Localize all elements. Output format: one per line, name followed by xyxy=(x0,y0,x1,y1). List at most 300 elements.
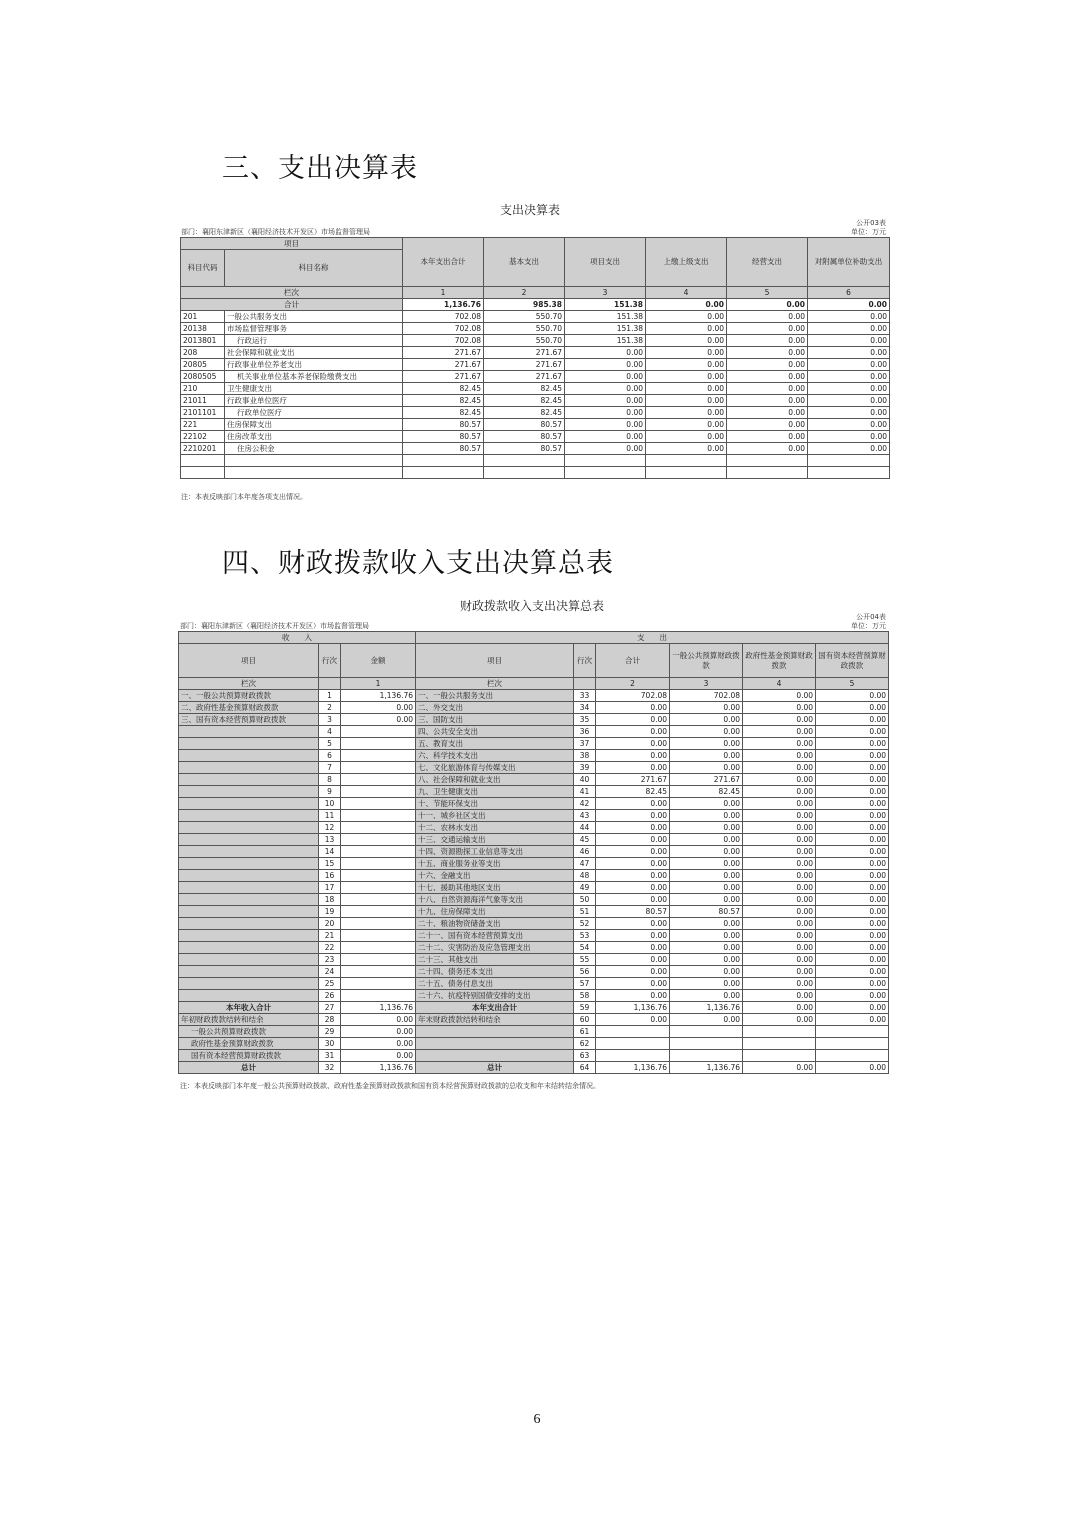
row-no: 43 xyxy=(574,810,596,822)
table-row xyxy=(179,786,889,798)
expense-table-body xyxy=(181,311,890,455)
income-item xyxy=(179,762,319,774)
row-no: 38 xyxy=(574,750,596,762)
grand-income: 1,136.76 xyxy=(341,1062,416,1074)
cell: 0.00 xyxy=(596,858,670,870)
cell: 702.08 xyxy=(403,323,484,335)
fiscal-sub-rows xyxy=(179,1026,889,1062)
cell: 0.00 xyxy=(808,395,890,407)
cell: 702.08 xyxy=(670,690,743,702)
row-no: 15 xyxy=(319,858,341,870)
cell: 0.00 xyxy=(646,407,727,419)
header-expense: 支 出 xyxy=(416,632,889,644)
cell: 0.00 xyxy=(743,1014,816,1026)
cell: 0.00 xyxy=(670,702,743,714)
cell: 151.38 xyxy=(565,311,646,323)
row-no: 16 xyxy=(319,870,341,882)
row-no: 57 xyxy=(574,978,596,990)
cell: 0.00 xyxy=(808,323,890,335)
row-no: 48 xyxy=(574,870,596,882)
table-row xyxy=(181,311,890,323)
income-amount xyxy=(341,894,416,906)
income-amount xyxy=(341,834,416,846)
income-amount xyxy=(341,726,416,738)
table-row xyxy=(179,954,889,966)
col-num: 5 xyxy=(816,678,889,690)
cell: 0.00 xyxy=(596,798,670,810)
income-item xyxy=(179,918,319,930)
cell: 80.57 xyxy=(670,906,743,918)
row-no: 4 xyxy=(319,726,341,738)
row-no: 32 xyxy=(319,1062,341,1074)
table-row xyxy=(181,335,890,347)
row-no: 7 xyxy=(319,762,341,774)
subject-code: 20138 xyxy=(181,323,225,335)
income-amount: 0.00 xyxy=(341,1050,416,1062)
expense-table-note: 注：本表反映部门本年度各项支出情况。 xyxy=(181,493,307,501)
cell: 0.00 xyxy=(816,978,889,990)
subject-code: 20805 xyxy=(181,359,225,371)
cell: 0.00 xyxy=(646,371,727,383)
row-no: 10 xyxy=(319,798,341,810)
cell: 0.00 xyxy=(596,810,670,822)
row-no: 27 xyxy=(319,1002,341,1014)
table-row xyxy=(181,383,890,395)
income-amount xyxy=(341,930,416,942)
income-amount xyxy=(341,810,416,822)
income-item xyxy=(179,870,319,882)
table-row xyxy=(179,894,889,906)
cell: 82.45 xyxy=(670,786,743,798)
cell: 0.00 xyxy=(743,918,816,930)
table-row xyxy=(179,990,889,1002)
fiscal-table-body xyxy=(179,690,889,1002)
row-no: 29 xyxy=(319,1026,341,1038)
cell: 271.67 xyxy=(403,359,484,371)
header-project: 项目支出 xyxy=(565,238,646,287)
cell: 0.00 xyxy=(727,335,808,347)
cell: 0.00 xyxy=(565,419,646,431)
cell: 0.00 xyxy=(816,774,889,786)
col-num: 2 xyxy=(596,678,670,690)
table-row xyxy=(181,443,890,455)
row-no: 52 xyxy=(574,918,596,930)
cell: 0.00 xyxy=(816,894,889,906)
table-row xyxy=(181,419,890,431)
cell: 0.00 xyxy=(743,882,816,894)
cell: 0.00 xyxy=(816,1002,889,1014)
row-no: 63 xyxy=(574,1050,596,1062)
expense-table-title: 支出决算表 xyxy=(500,203,561,217)
cell: 0.00 xyxy=(565,407,646,419)
row-no: 35 xyxy=(574,714,596,726)
income-amount xyxy=(341,750,416,762)
table-row xyxy=(179,714,889,726)
income-item xyxy=(179,750,319,762)
expense-item: 十八、自然资源海洋气象等支出 xyxy=(416,894,574,906)
income-amount: 0.00 xyxy=(341,714,416,726)
row-no: 33 xyxy=(574,690,596,702)
row-no: 21 xyxy=(319,930,341,942)
cell: 0.00 xyxy=(596,762,670,774)
table-row xyxy=(179,966,889,978)
income-amount xyxy=(341,906,416,918)
row-no: 6 xyxy=(319,750,341,762)
row-no: 51 xyxy=(574,906,596,918)
expense-item: 十一、城乡社区支出 xyxy=(416,810,574,822)
row-no: 64 xyxy=(574,1062,596,1074)
col-num: 6 xyxy=(808,287,890,299)
cell: 80.57 xyxy=(484,431,565,443)
cell: 0.00 xyxy=(727,431,808,443)
row-no: 36 xyxy=(574,726,596,738)
cell: 0.00 xyxy=(727,371,808,383)
cell: 0.00 xyxy=(646,335,727,347)
row-no: 17 xyxy=(319,882,341,894)
income-item xyxy=(179,894,319,906)
cell: 0.00 xyxy=(743,990,816,1002)
cell: 0.00 xyxy=(816,882,889,894)
header-lanci: 栏次 xyxy=(179,678,319,690)
cell: 0.00 xyxy=(646,299,727,311)
income-amount xyxy=(341,762,416,774)
cell: 0.00 xyxy=(565,359,646,371)
cell: 0.00 xyxy=(646,383,727,395)
cell: 0.00 xyxy=(743,762,816,774)
fiscal-table-note: 注：本表反映部门本年度一般公共预算财政拨款、政府性基金预算财政拨款和国有资本经营预算财政拨款的总收支和年末结转结余情况。 xyxy=(180,1082,600,1090)
table-row xyxy=(179,1050,889,1062)
cell: 0.00 xyxy=(816,906,889,918)
expense-item: 十四、资源勘探工业信息等支出 xyxy=(416,846,574,858)
income-amount xyxy=(341,774,416,786)
cell: 80.57 xyxy=(403,419,484,431)
cell: 0.00 xyxy=(743,1062,816,1074)
cell: 0.00 xyxy=(743,978,816,990)
row-no: 37 xyxy=(574,738,596,750)
cell: 80.57 xyxy=(403,443,484,455)
expense-item: 八、社会保障和就业支出 xyxy=(416,774,574,786)
grand-total-label: 总计 xyxy=(179,1062,319,1074)
cell: 702.08 xyxy=(403,335,484,347)
row-no: 59 xyxy=(574,1002,596,1014)
fiscal-table-title: 财政拨款收入支出决算总表 xyxy=(460,599,605,613)
cell: 0.00 xyxy=(596,1014,670,1026)
row-no: 28 xyxy=(319,1014,341,1026)
income-item xyxy=(179,978,319,990)
income-item xyxy=(179,954,319,966)
col-num: 3 xyxy=(565,287,646,299)
cell: 0.00 xyxy=(808,299,890,311)
header-subsidy: 对附属单位补助支出 xyxy=(808,238,890,287)
cell: 0.00 xyxy=(727,419,808,431)
row-no: 3 xyxy=(319,714,341,726)
cell: 0.00 xyxy=(646,443,727,455)
cell: 0.00 xyxy=(670,726,743,738)
unit-label: 单位：万元 xyxy=(851,622,886,630)
row-no: 14 xyxy=(319,846,341,858)
table-row xyxy=(181,347,890,359)
cell: 0.00 xyxy=(670,822,743,834)
cell: 0.00 xyxy=(727,383,808,395)
income-item: 三、国有资本经营预算财政拨款 xyxy=(179,714,319,726)
cell: 0.00 xyxy=(816,954,889,966)
cell: 0.00 xyxy=(727,443,808,455)
cell: 0.00 xyxy=(670,810,743,822)
cell: 82.45 xyxy=(484,407,565,419)
cell: 0.00 xyxy=(596,714,670,726)
cell: 0.00 xyxy=(670,870,743,882)
income-item xyxy=(179,774,319,786)
subject-name: 一般公共服务支出 xyxy=(225,311,403,323)
cell: 0.00 xyxy=(816,786,889,798)
income-amount xyxy=(341,738,416,750)
expense-item: 十五、商业服务业等支出 xyxy=(416,858,574,870)
cell: 0.00 xyxy=(816,714,889,726)
cell: 0.00 xyxy=(596,990,670,1002)
subject-name: 行政事业单位养老支出 xyxy=(225,359,403,371)
table-row xyxy=(181,359,890,371)
cell: 0.00 xyxy=(816,942,889,954)
total-label: 合计 xyxy=(181,299,403,311)
expense-item: 十六、金融支出 xyxy=(416,870,574,882)
cell: 0.00 xyxy=(743,894,816,906)
col-num: 3 xyxy=(670,678,743,690)
cell: 0.00 xyxy=(743,966,816,978)
row-no: 49 xyxy=(574,882,596,894)
cell: 0.00 xyxy=(743,702,816,714)
row-no: 5 xyxy=(319,738,341,750)
cell: 0.00 xyxy=(816,738,889,750)
cell: 0.00 xyxy=(816,726,889,738)
income-item xyxy=(179,858,319,870)
cell: 0.00 xyxy=(596,954,670,966)
cell: 0.00 xyxy=(743,822,816,834)
row-no: 45 xyxy=(574,834,596,846)
col-num: 5 xyxy=(727,287,808,299)
begin-label: 年初财政拨款结转和结余 xyxy=(179,1014,319,1026)
table-row xyxy=(181,395,890,407)
cell: 80.57 xyxy=(484,443,565,455)
income-item: 一、一般公共预算财政拨款 xyxy=(179,690,319,702)
cell: 0.00 xyxy=(743,798,816,810)
cell: 271.67 xyxy=(403,371,484,383)
expense-item: 二十五、债务付息支出 xyxy=(416,978,574,990)
table-row xyxy=(179,810,889,822)
cell: 0.00 xyxy=(727,359,808,371)
cell: 0.00 xyxy=(596,918,670,930)
row-no: 34 xyxy=(574,702,596,714)
header-general: 一般公共预算财政拨款 xyxy=(670,644,743,678)
cell: 80.57 xyxy=(403,431,484,443)
cell: 0.00 xyxy=(565,443,646,455)
cell: 0.00 xyxy=(670,990,743,1002)
cell: 0.00 xyxy=(670,846,743,858)
row-no: 40 xyxy=(574,774,596,786)
cell: 0.00 xyxy=(743,954,816,966)
cell: 0.00 xyxy=(743,786,816,798)
income-amount xyxy=(341,822,416,834)
subject-code: 210 xyxy=(181,383,225,395)
header-row: 行次 xyxy=(574,644,596,678)
cell: 0.00 xyxy=(596,930,670,942)
table-row xyxy=(179,942,889,954)
expense-item: 十七、援助其他地区支出 xyxy=(416,882,574,894)
income-item xyxy=(179,822,319,834)
cell: 0.00 xyxy=(646,359,727,371)
cell: 1,136.76 xyxy=(596,1062,670,1074)
row-no: 39 xyxy=(574,762,596,774)
carryover-row xyxy=(179,1014,889,1026)
subject-name: 行政运行 xyxy=(225,335,403,347)
form-number: 公开03表 xyxy=(856,219,886,227)
header-remit: 上缴上级支出 xyxy=(646,238,727,287)
table-row xyxy=(179,882,889,894)
income-item xyxy=(179,966,319,978)
cell: 0.00 xyxy=(816,1014,889,1026)
income-item xyxy=(179,882,319,894)
cell: 0.00 xyxy=(808,431,890,443)
expense-table xyxy=(180,237,890,479)
expense-item: 二十二、灾害防治及应急管理支出 xyxy=(416,942,574,954)
cell: 0.00 xyxy=(816,810,889,822)
cell: 0.00 xyxy=(596,750,670,762)
cell: 82.45 xyxy=(403,407,484,419)
row-no: 22 xyxy=(319,942,341,954)
header-row: 行次 xyxy=(319,644,341,678)
income-amount xyxy=(341,942,416,954)
table-row xyxy=(179,798,889,810)
cell: 0.00 xyxy=(670,858,743,870)
header-basic: 基本支出 xyxy=(484,238,565,287)
cell: 0.00 xyxy=(670,834,743,846)
subject-name: 机关事业单位基本养老保险缴费支出 xyxy=(225,371,403,383)
cell: 0.00 xyxy=(727,407,808,419)
row-no: 13 xyxy=(319,834,341,846)
header-name: 科目名称 xyxy=(225,250,403,287)
cell: 0.00 xyxy=(743,750,816,762)
row-no: 2 xyxy=(319,702,341,714)
cell: 80.57 xyxy=(484,419,565,431)
header-gov-fund: 政府性基金预算财政拨款 xyxy=(743,644,816,678)
income-amount: 1,136.76 xyxy=(341,690,416,702)
cell: 0.00 xyxy=(816,834,889,846)
form-number: 公开04表 xyxy=(856,613,886,621)
table-row xyxy=(179,1038,889,1050)
cell: 0.00 xyxy=(670,798,743,810)
col-num: 1 xyxy=(341,678,416,690)
cell: 0.00 xyxy=(596,966,670,978)
row-no: 53 xyxy=(574,930,596,942)
subject-code: 208 xyxy=(181,347,225,359)
row-no: 61 xyxy=(574,1026,596,1038)
income-amount xyxy=(341,798,416,810)
cell: 271.67 xyxy=(484,359,565,371)
income-amount xyxy=(341,786,416,798)
row-no: 25 xyxy=(319,978,341,990)
cell: 0.00 xyxy=(646,323,727,335)
col-num: 1 xyxy=(403,287,484,299)
table-row xyxy=(179,906,889,918)
cell: 0.00 xyxy=(596,738,670,750)
row-no: 47 xyxy=(574,858,596,870)
table-row xyxy=(181,371,890,383)
cell: 0.00 xyxy=(565,431,646,443)
row-no: 12 xyxy=(319,822,341,834)
cell: 0.00 xyxy=(670,966,743,978)
cell: 0.00 xyxy=(565,383,646,395)
cell: 0.00 xyxy=(743,726,816,738)
cell: 0.00 xyxy=(596,894,670,906)
income-amount: 0.00 xyxy=(341,1038,416,1050)
row-no: 54 xyxy=(574,942,596,954)
cell: 82.45 xyxy=(596,786,670,798)
cell: 0.00 xyxy=(646,419,727,431)
fiscal-table xyxy=(178,631,889,1074)
cell: 550.70 xyxy=(484,323,565,335)
expense-item: 三、国防支出 xyxy=(416,714,574,726)
subject-code: 22102 xyxy=(181,431,225,443)
income-amount xyxy=(341,918,416,930)
table-row xyxy=(179,978,889,990)
table-row xyxy=(179,762,889,774)
cell: 0.00 xyxy=(596,942,670,954)
cell: 0.00 xyxy=(743,714,816,726)
row-no: 18 xyxy=(319,894,341,906)
cell: 151.38 xyxy=(565,299,646,311)
subject-code: 2101101 xyxy=(181,407,225,419)
cell: 0.00 xyxy=(808,311,890,323)
cell: 0.00 xyxy=(743,834,816,846)
cell: 0.00 xyxy=(743,846,816,858)
cell: 0.00 xyxy=(743,870,816,882)
subject-name: 卫生健康支出 xyxy=(225,383,403,395)
sub-income-item: 国有资本经营预算财政拨款 xyxy=(179,1050,319,1062)
begin-amount: 0.00 xyxy=(341,1014,416,1026)
income-amount xyxy=(341,870,416,882)
cell: 702.08 xyxy=(596,690,670,702)
sub-income-item: 政府性基金预算财政拨款 xyxy=(179,1038,319,1050)
cell: 0.00 xyxy=(816,1062,889,1074)
subject-code: 221 xyxy=(181,419,225,431)
cell: 1,136.76 xyxy=(670,1002,743,1014)
subject-name: 市场监督管理事务 xyxy=(225,323,403,335)
cell: 0.00 xyxy=(743,1002,816,1014)
subject-name: 住房公积金 xyxy=(225,443,403,455)
grand-total-label: 总计 xyxy=(416,1062,574,1074)
expense-item: 二十四、债务还本支出 xyxy=(416,966,574,978)
header-code: 科目代码 xyxy=(181,250,225,287)
row-no: 46 xyxy=(574,846,596,858)
income-amount xyxy=(341,978,416,990)
expense-item: 一、一般公共服务支出 xyxy=(416,690,574,702)
cell: 0.00 xyxy=(727,347,808,359)
table-row xyxy=(179,690,889,702)
row-no: 62 xyxy=(574,1038,596,1050)
row-no: 50 xyxy=(574,894,596,906)
expense-item: 九、卫生健康支出 xyxy=(416,786,574,798)
cell: 0.00 xyxy=(816,870,889,882)
cell: 0.00 xyxy=(596,822,670,834)
expense-item: 二、外交支出 xyxy=(416,702,574,714)
row-no: 42 xyxy=(574,798,596,810)
cell: 82.45 xyxy=(484,383,565,395)
table-row xyxy=(179,774,889,786)
expense-item: 二十三、其他支出 xyxy=(416,954,574,966)
cell: 0.00 xyxy=(670,762,743,774)
row-no: 44 xyxy=(574,822,596,834)
income-item xyxy=(179,906,319,918)
table-row xyxy=(179,738,889,750)
